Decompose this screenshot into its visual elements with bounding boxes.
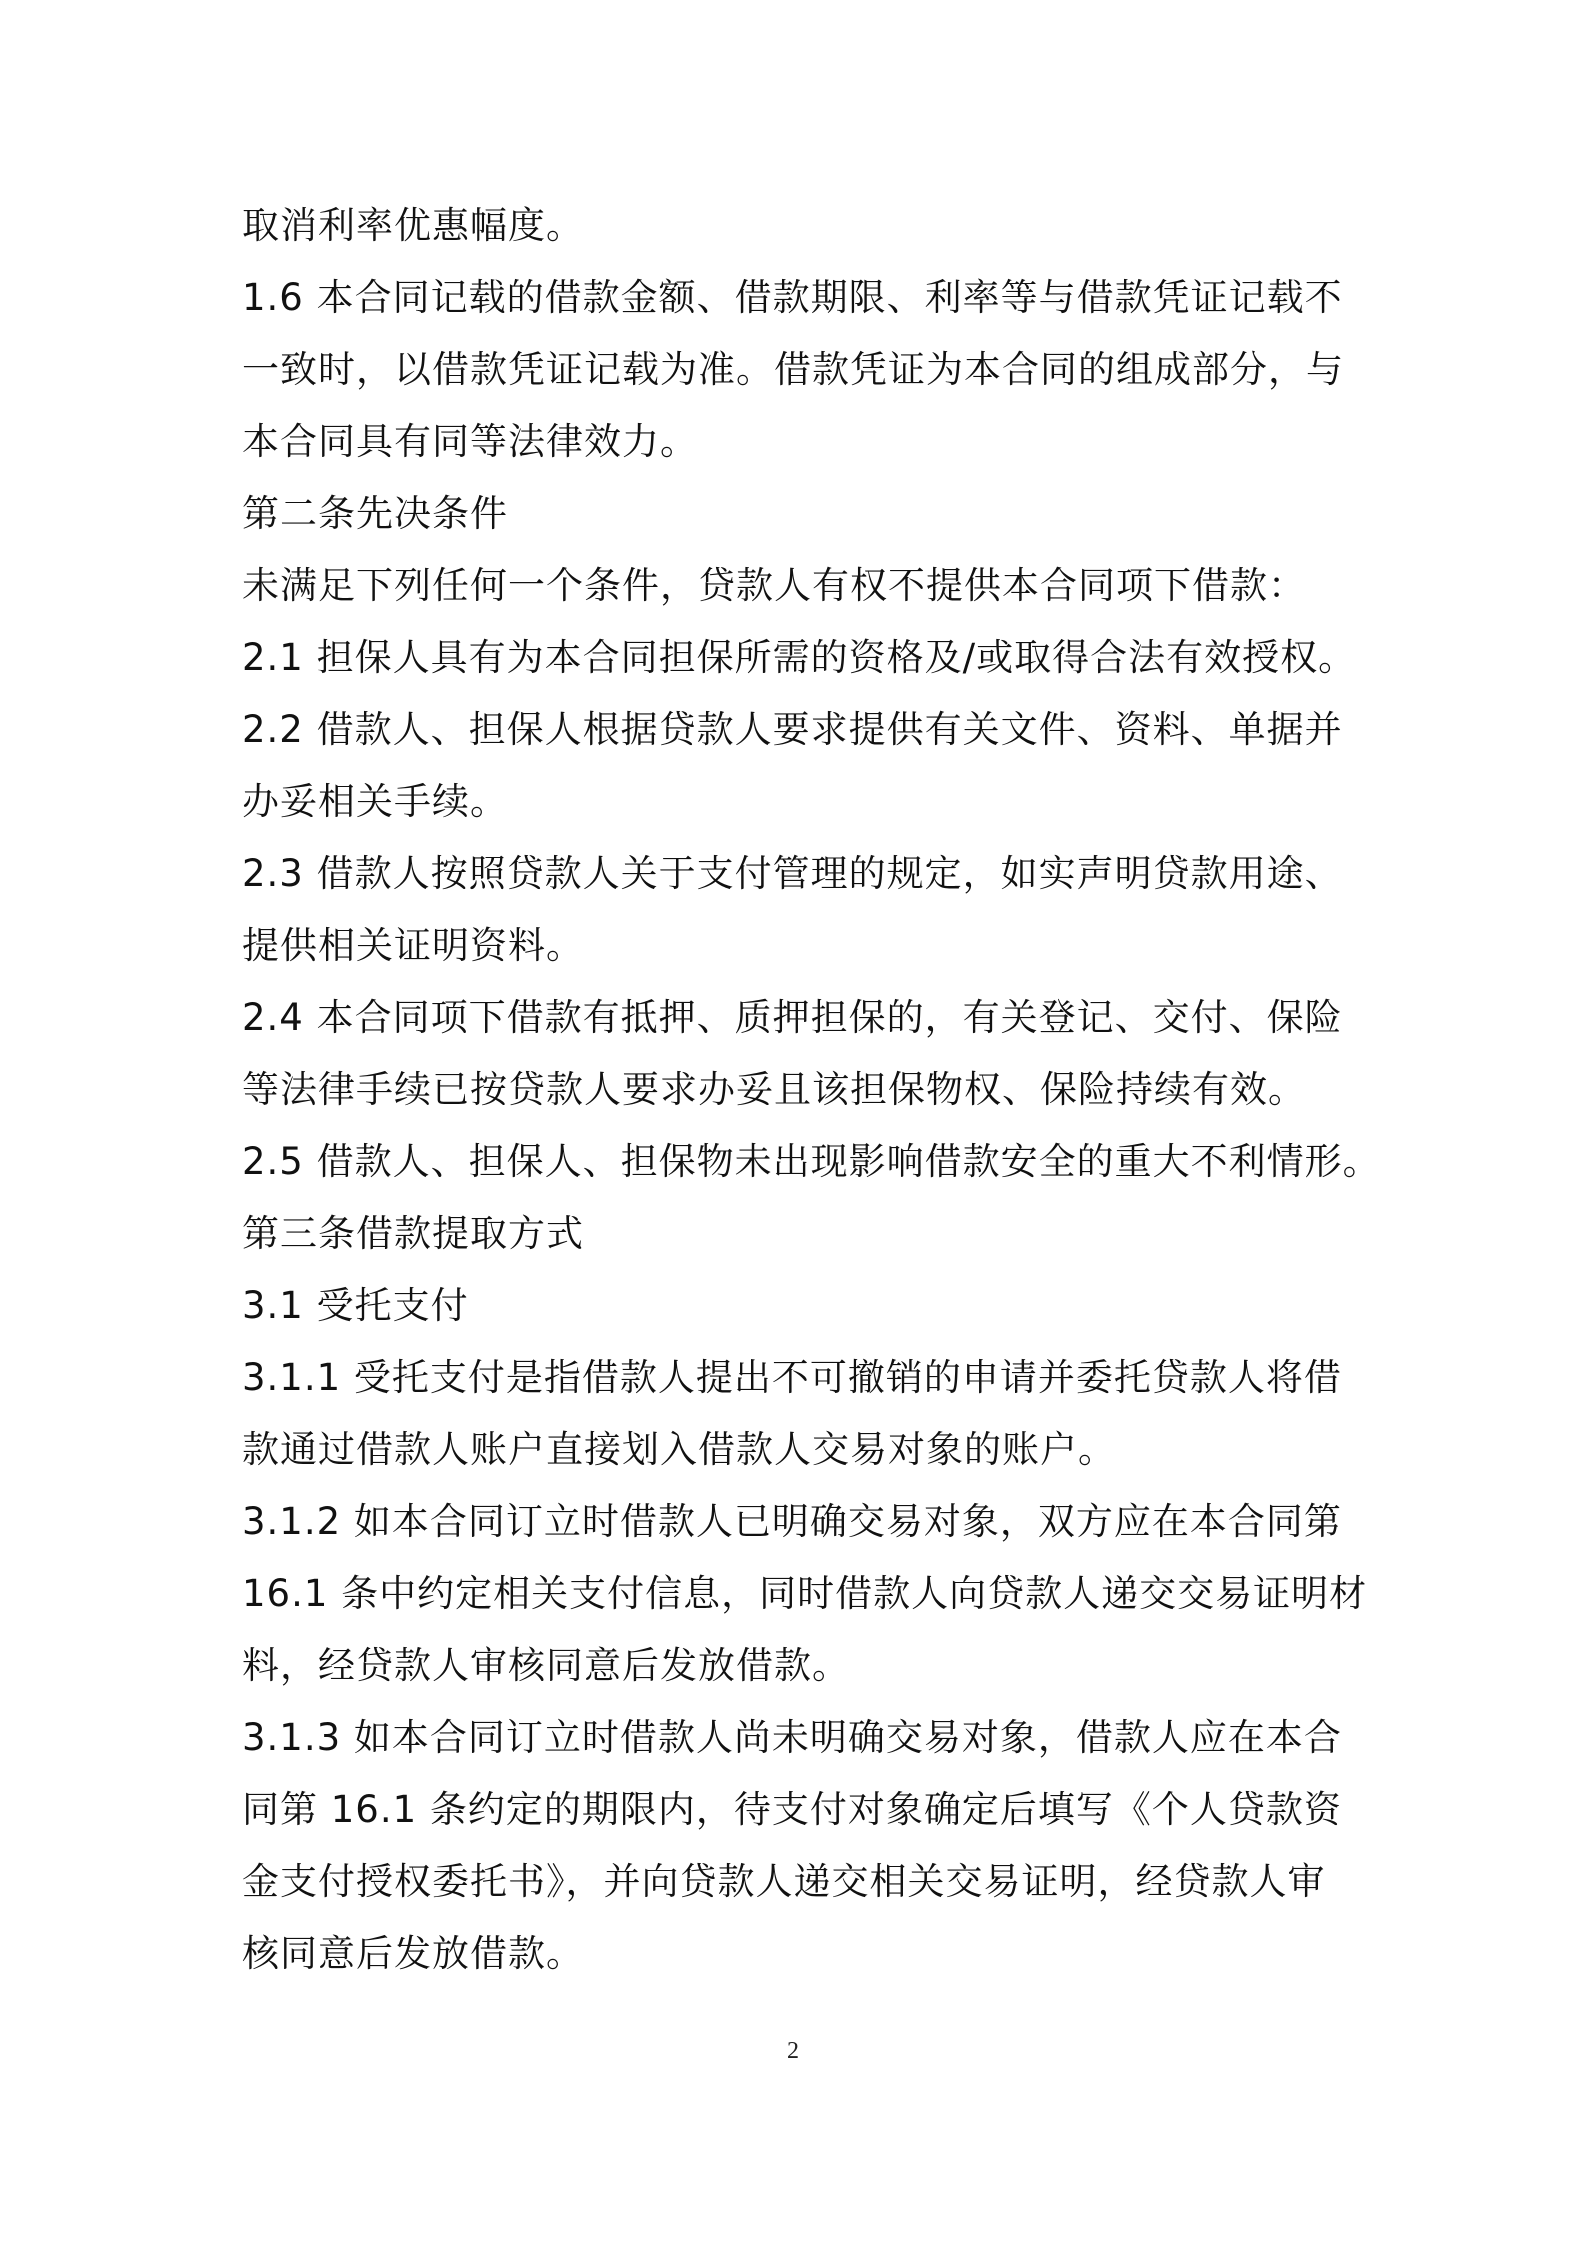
text-line: 2.3 借款人按照贷款人关于支付管理的规定，如实声明贷款用途、	[242, 852, 1343, 895]
text-line: 本合同具有同等法律效力。	[242, 420, 698, 463]
text-line: 取消利率优惠幅度。	[242, 204, 584, 247]
text-line: 2.4 本合同项下借款有抵押、质押担保的，有关登记、交付、保险	[242, 996, 1343, 1039]
text-line: 同第 16.1 条约定的期限内，待支付对象确定后填写《个人贷款资	[242, 1788, 1342, 1831]
text-line: 提供相关证明资料。	[242, 924, 584, 967]
text-line: 金支付授权委托书》，并向贷款人递交相关交易证明，经贷款人审	[242, 1860, 1326, 1903]
text-line: 2.1 担保人具有为本合同担保所需的资格及/或取得合法有效授权。	[242, 636, 1357, 679]
text-line: 款通过借款人账户直接划入借款人交易对象的账户。	[242, 1428, 1116, 1471]
text-line: 核同意后发放借款。	[242, 1932, 584, 1975]
text-line: 16.1 条中约定相关支付信息，同时借款人向贷款人递交交易证明材	[242, 1572, 1368, 1615]
text-line: 3.1.2 如本合同订立时借款人已明确交易对象，双方应在本合同第	[242, 1500, 1342, 1543]
document-body	[242, 190, 1381, 1990]
text-line: 料，经贷款人审核同意后发放借款。	[242, 1644, 850, 1687]
text-line: 一致时，以借款凭证记载为准。借款凭证为本合同的组成部分，与	[242, 348, 1344, 391]
text-line: 2.5 借款人、担保人、担保物未出现影响借款安全的重大不利情形。	[242, 1140, 1381, 1183]
text-line: 2.2 借款人、担保人根据贷款人要求提供有关文件、资料、单据并	[242, 708, 1343, 751]
text-line: 3.1.3 如本合同订立时借款人尚未明确交易对象，借款人应在本合	[242, 1716, 1342, 1759]
text-line: 等法律手续已按贷款人要求办妥且该担保物权、保险持续有效。	[242, 1068, 1306, 1111]
page-number: 2	[787, 2038, 799, 2064]
text-line: 未满足下列任何一个条件，贷款人有权不提供本合同项下借款：	[242, 564, 1306, 607]
section-heading: 第三条借款提取方式	[242, 1212, 584, 1255]
text-line: 办妥相关手续。	[242, 780, 508, 823]
text-line: 1.6 本合同记载的借款金额、借款期限、利率等与借款凭证记载不	[242, 276, 1343, 319]
subsection-heading: 3.1 受托支付	[242, 1284, 469, 1327]
section-heading: 第二条先决条件	[242, 492, 508, 535]
text-line: 3.1.1 受托支付是指借款人提出不可撤销的申请并委托贷款人将借	[242, 1356, 1342, 1399]
